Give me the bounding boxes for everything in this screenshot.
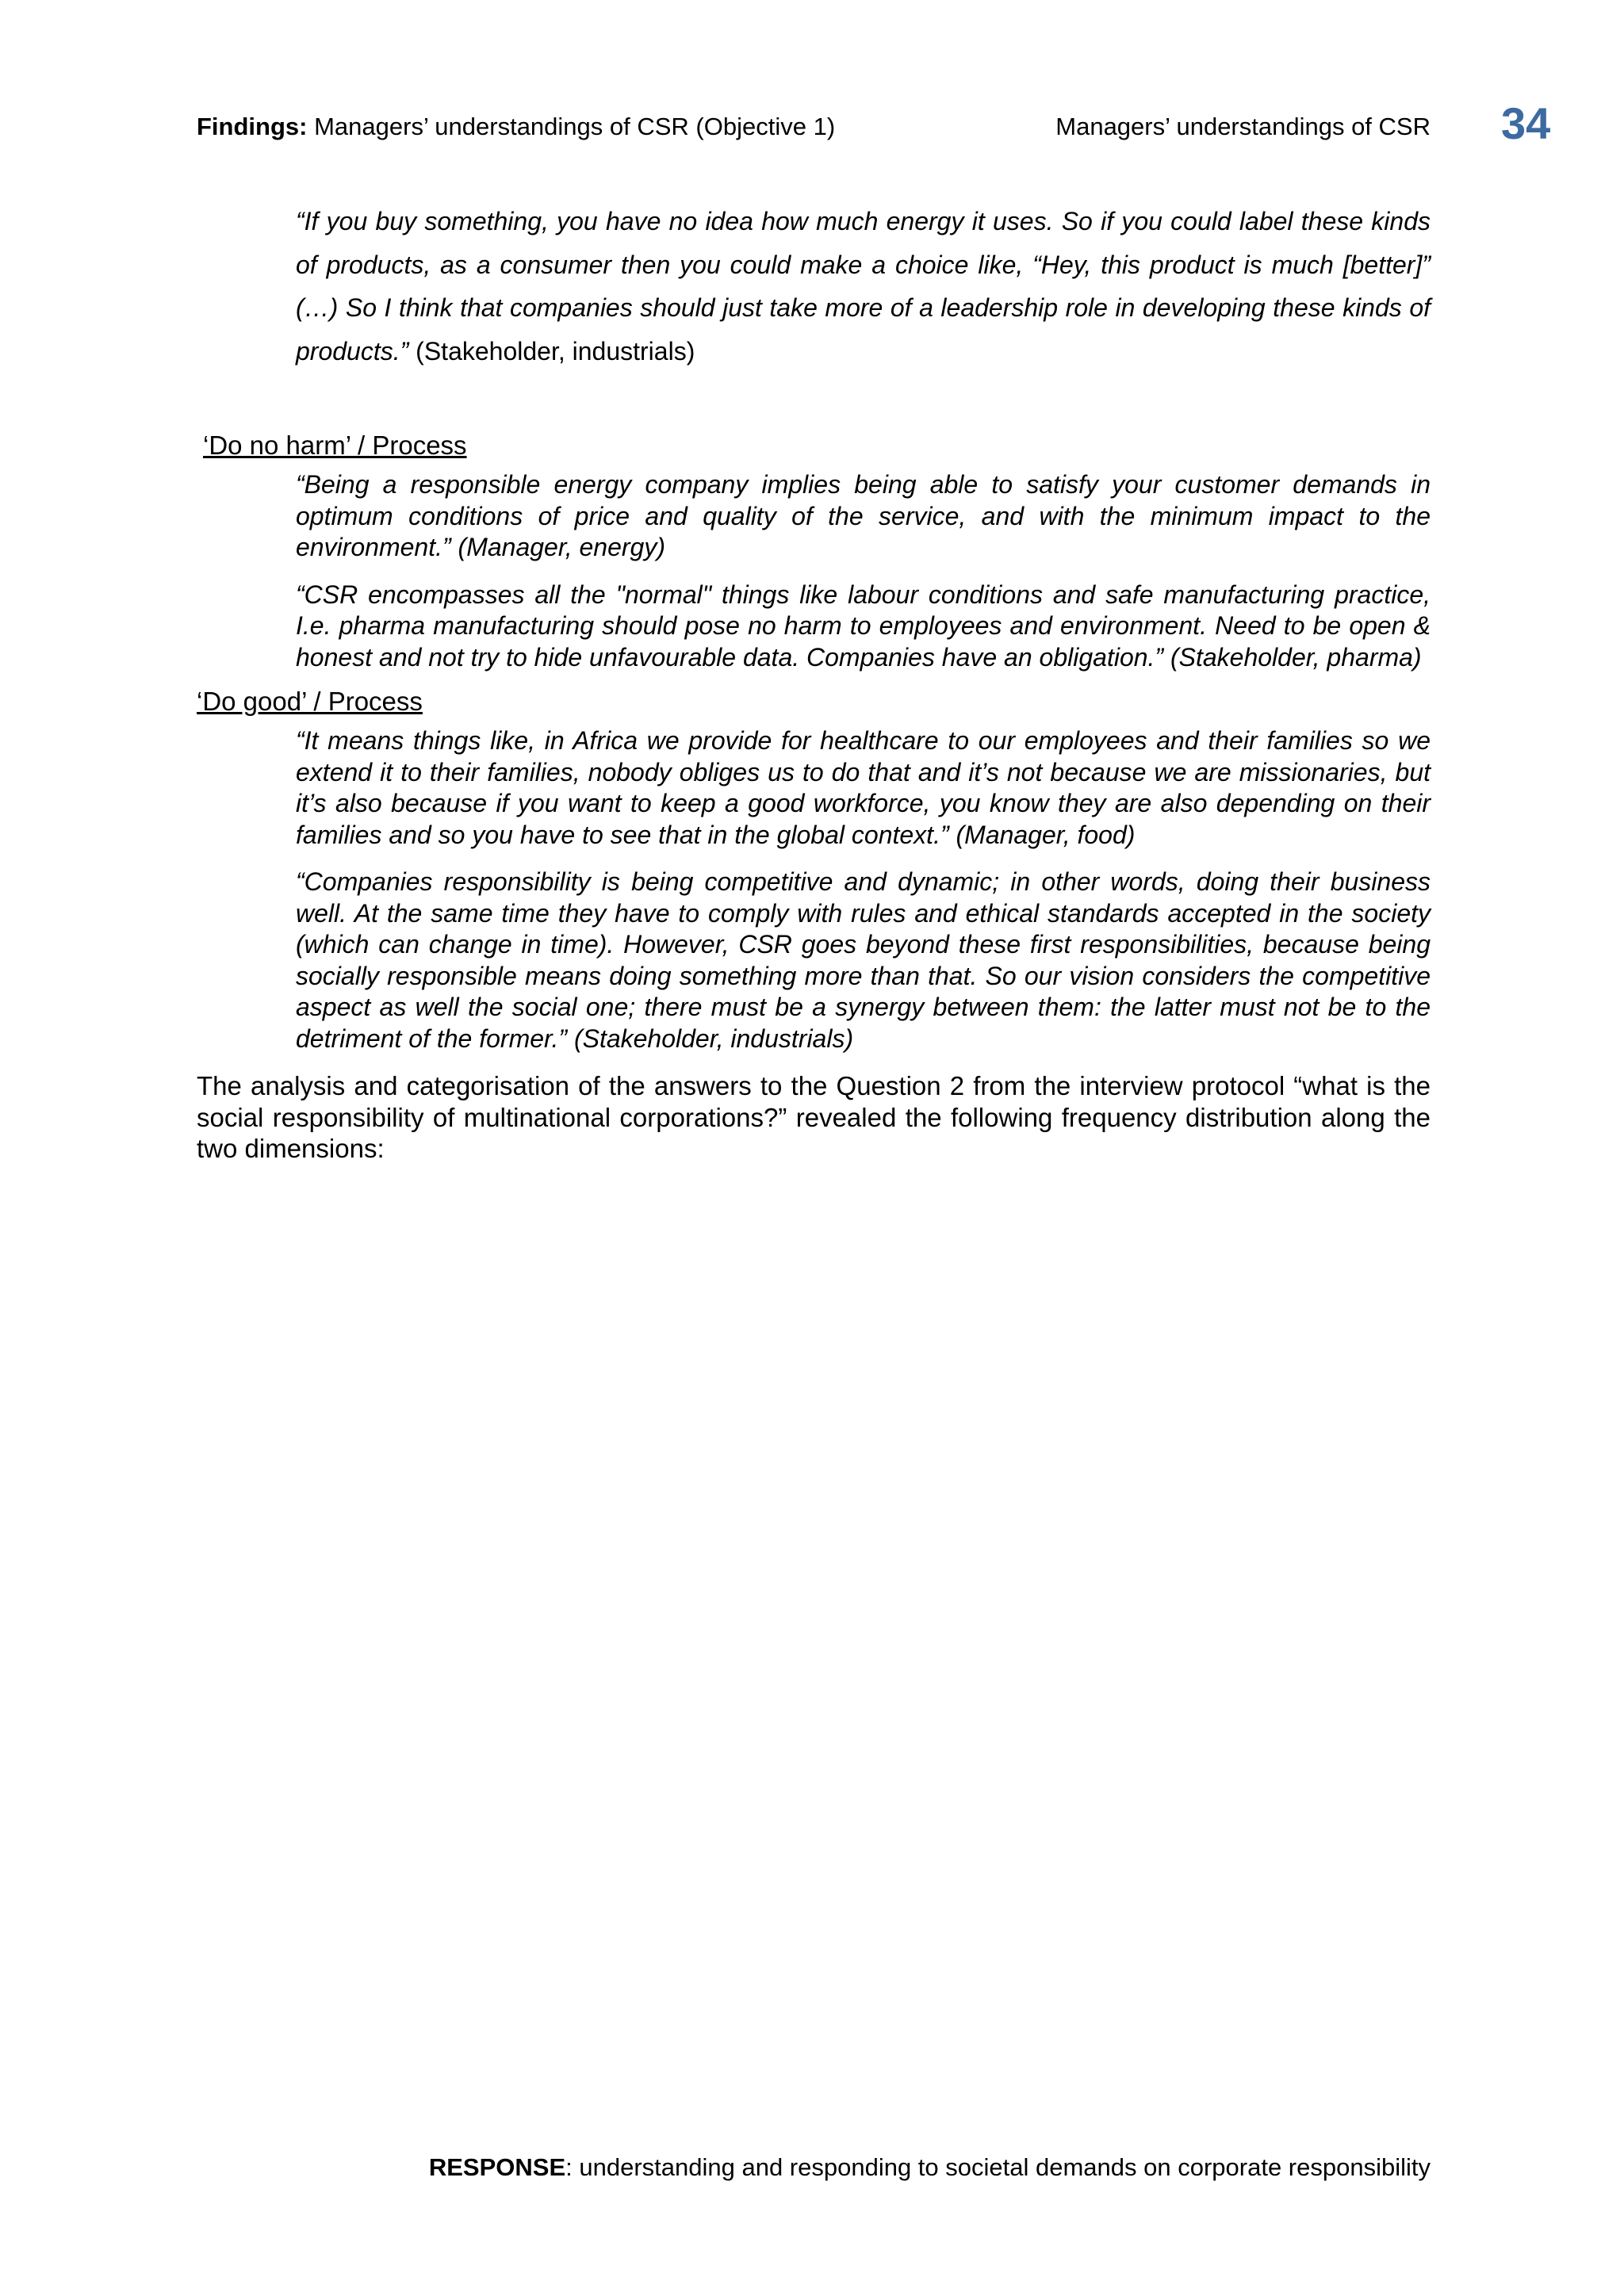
header-running-title: Managers’ understandings of CSR (1055, 113, 1431, 140)
header-section-label: Findings: (197, 113, 308, 140)
footer-project-description: : understanding and responding to societal demands on corporate responsibility (565, 2153, 1431, 2181)
header-section-title: Managers’ understandings of CSR (Objective 1) (307, 113, 836, 140)
quote-energy-company: “Being a responsible energy company implies being able to satisfy your customer demands in optimum conditions of price and quality of the service, and with the minimum impact to the environment.” (Manager, energy) (296, 470, 1431, 561)
quote-africa-healthcare: “It means things like, in Africa we provide for healthcare to our employees and their families so we extend it to their families, nobody obliges us to do that and it’s not because we are missionaries, but it’s also because if you want to keep a good workforce, you know they are also depending on their families and so you have to see that in the global context.” (Manager, food) (296, 726, 1431, 849)
heading-do-good: ‘Do good’ / Process (197, 687, 423, 716)
body-paragraph-analysis: The analysis and categorisation of the answers to the Question 2 from the interview protocol “what is the social responsibility of multinational corporations?” revealed the following frequency distribution along the two dimensions: (197, 1071, 1431, 1163)
page-content (197, 200, 1431, 1165)
page-number: 34 (1501, 98, 1551, 148)
quote-leadership-role (296, 200, 1431, 373)
quote-text: “If you buy something, you have no idea how much energy it uses. So if you could label these kinds of products, as a consumer then you could make a choice like, “Hey, this product is much [better]” (…) So I think that companies should just take more of a leadership role in developing these kinds of products.” (296, 207, 1431, 365)
heading-do-no-harm: ‘Do no harm’ / Process (203, 430, 467, 460)
quote-csr-encompasses: “CSR encompasses all the "normal" things like labour conditions and safe manufacturing practice, I.e. pharma manufacturing should pose no harm to employees and environment. Need to be open & honest and not try to hide unfavourable data. Companies have an obligation.” (Stakeholder, pharma) (296, 580, 1431, 672)
page-header-section (197, 113, 835, 141)
footer-project-name: RESPONSE (428, 2153, 566, 2181)
quote-attribution: (Stakeholder, industrials) (408, 336, 695, 365)
quote-companies-responsibility: “Companies responsibility is being competitive and dynamic; in other words, doing their business well. At the same time they have to comply with rules and ethical standards accepted in the society (which can change in time). However, CSR goes beyond these first responsibilities, because being socially responsible means doing something more than that. So our vision considers the competitive aspect as well the social one; there must be a synergy between them: the latter must not be to the detriment of the former.” (Stakeholder, industrials) (296, 867, 1431, 1053)
page-footer (429, 2153, 1431, 2182)
